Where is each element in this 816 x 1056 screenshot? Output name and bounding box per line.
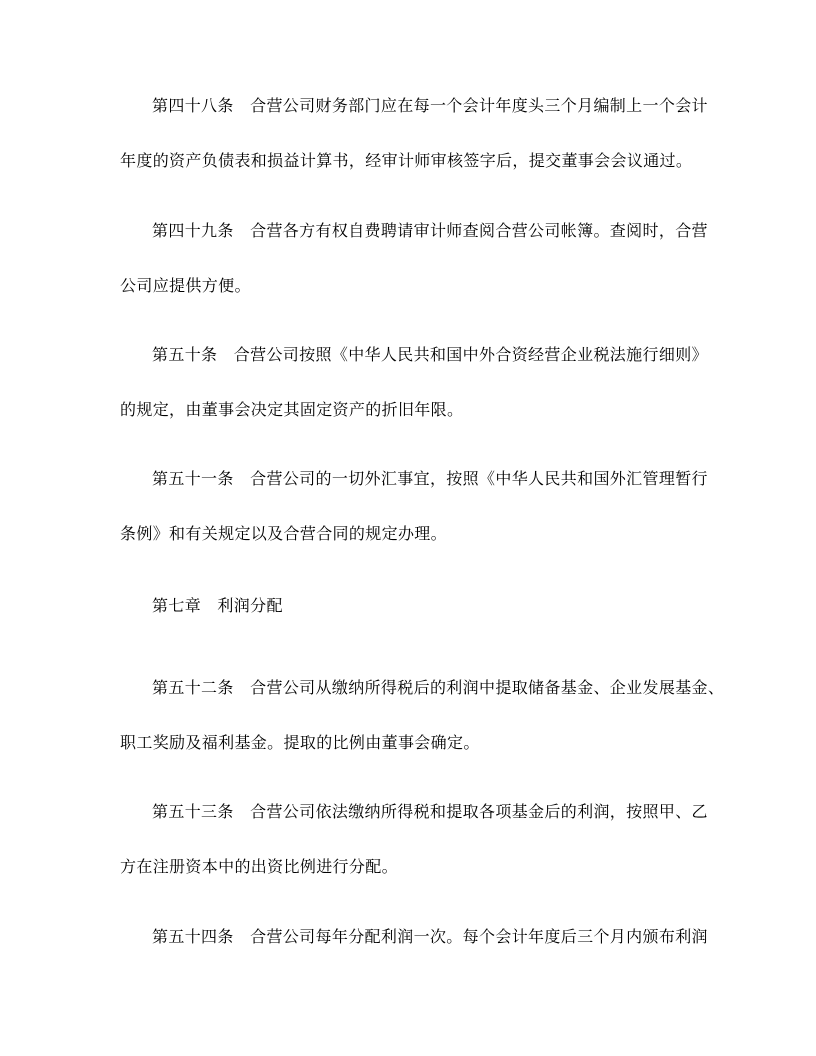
chapter-7-heading [120, 597, 700, 615]
article-50-paragraph [120, 345, 708, 419]
paragraph-line: 第五十二条 合营公司从缴纳所得税后的利润中提取储备基金、企业发展基金、 [152, 678, 725, 697]
paragraph-line: 条例》和有关规定以及合营合同的规定办理。 [120, 524, 448, 543]
article-52-paragraph [120, 678, 725, 752]
paragraph-line: 第四十九条 合营各方有权自费聘请审计师查阅合营公司帐簿。查阅时，合营 [152, 221, 708, 240]
paragraph-line: 职工奖励及福利基金。提取的比例由董事会确定。 [120, 733, 480, 752]
paragraph-line: 方在注册资本中的出资比例进行分配。 [120, 857, 398, 876]
article-53-paragraph [120, 802, 708, 876]
paragraph-line: 第五十三条 合营公司依法缴纳所得税和提取各项基金后的利润，按照甲、乙 [152, 802, 708, 821]
paragraph-line: 第五十条 合营公司按照《中华人民共和国中外合资经营企业税法施行细则》 [152, 345, 708, 364]
paragraph-line: 的规定，由董事会决定其固定资产的折旧年限。 [120, 400, 464, 419]
article-49-paragraph [120, 221, 708, 295]
chapter-heading-text: 第七章 利润分配 [152, 596, 283, 615]
article-48-paragraph [120, 96, 708, 170]
paragraph-line: 公司应提供方便。 [120, 276, 251, 295]
paragraph-line: 年度的资产负债表和损益计算书，经审计师审核签字后，提交董事会会议通过。 [120, 151, 693, 170]
article-54-paragraph [120, 927, 708, 946]
article-51-paragraph [120, 469, 708, 543]
paragraph-line: 第五十四条 合营公司每年分配利润一次。每个会计年度后三个月内颁布利润 [152, 927, 708, 946]
paragraph-line: 第五十一条 合营公司的一切外汇事宜，按照《中华人民共和国外汇管理暂行 [152, 469, 708, 488]
paragraph-line: 第四十八条 合营公司财务部门应在每一个会计年度头三个月编制上一个会计 [152, 96, 708, 115]
